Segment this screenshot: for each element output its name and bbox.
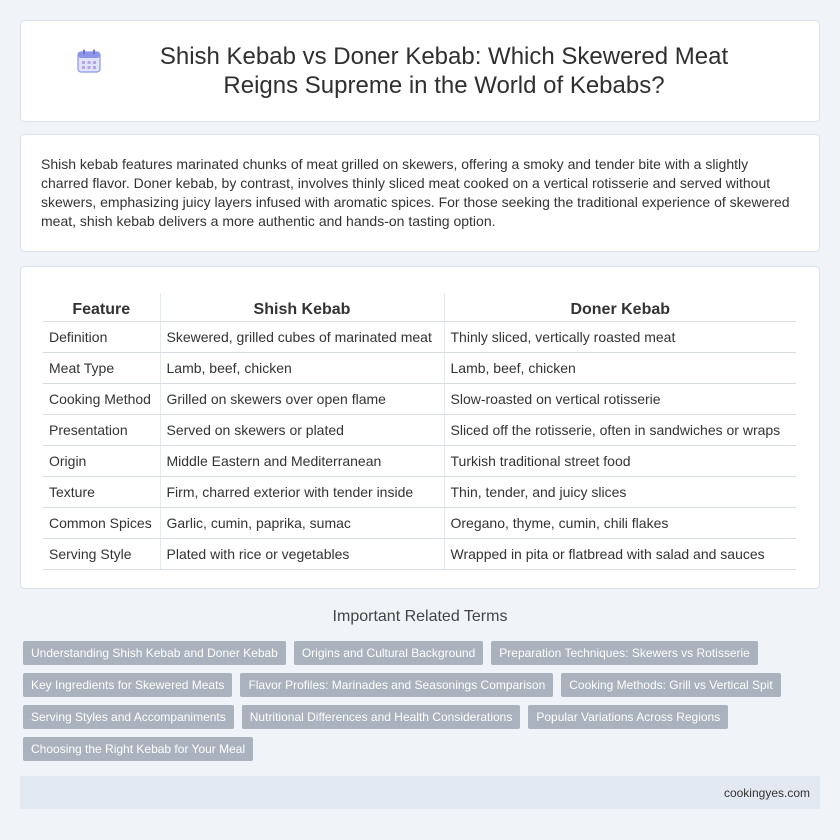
row-shish-value: Served on skewers or plated: [160, 414, 444, 445]
page-title: Shish Kebab vs Doner Kebab: Which Skewered Meat Reigns Supreme in the World of Kebabs?: [159, 43, 729, 99]
related-term-tag[interactable]: Understanding Shish Kebab and Doner Kebab: [23, 641, 286, 665]
row-feature: Common Spices: [43, 507, 160, 538]
intro-text: Shish kebab features marinated chunks of meat grilled on skewers, offering a smoky and tender bite with a slightly charred flavor. Doner kebab, by contrast, involves thinly sliced meat cooked on a vertical rotisserie and served without skewers, emphasizing juicy layers infused with aromatic spices. For those seeking the traditional experience of skewered meat, shish kebab delivers a more authentic and hands-on tasting option.: [41, 156, 790, 229]
comparison-card: [20, 266, 820, 589]
table-row: [43, 476, 796, 507]
related-term-tag[interactable]: Flavor Profiles: Marinades and Seasonings Comparison: [240, 673, 553, 697]
related-terms-list: [23, 641, 803, 761]
related-terms-title: Important Related Terms: [332, 608, 508, 625]
table-row: [43, 352, 796, 383]
row-feature: Serving Style: [43, 538, 160, 569]
row-doner-value: Lamb, beef, chicken: [444, 352, 796, 383]
table-row: [43, 507, 796, 538]
row-feature: Presentation: [43, 414, 160, 445]
row-doner-value: Oregano, thyme, cumin, chili flakes: [444, 507, 796, 538]
comparison-table: [43, 293, 796, 570]
row-feature: Definition: [43, 321, 160, 352]
row-shish-value: Garlic, cumin, paprika, sumac: [160, 507, 444, 538]
related-term-tag[interactable]: Cooking Methods: Grill vs Vertical Spit: [561, 673, 780, 697]
intro-card: [20, 134, 820, 252]
table-row: [43, 321, 796, 352]
row-shish-value: Middle Eastern and Mediterranean: [160, 445, 444, 476]
table-row: [43, 445, 796, 476]
row-doner-value: Sliced off the rotisserie, often in sandwiches or wraps: [444, 414, 796, 445]
footer-site-link[interactable]: cookingyes.com: [723, 785, 810, 800]
row-shish-value: Lamb, beef, chicken: [160, 352, 444, 383]
related-term-tag[interactable]: Nutritional Differences and Health Considerations: [242, 705, 521, 729]
row-feature: Meat Type: [43, 352, 160, 383]
table-header-row: [43, 293, 796, 321]
row-shish-value: Skewered, grilled cubes of marinated meat: [160, 321, 444, 352]
row-doner-value: Thin, tender, and juicy slices: [444, 476, 796, 507]
row-doner-value: Wrapped in pita or flatbread with salad and sauces: [444, 538, 796, 569]
related-term-tag[interactable]: Choosing the Right Kebab for Your Meal: [23, 737, 253, 761]
calendar-icon: [76, 48, 102, 74]
table-row: [43, 383, 796, 414]
row-feature: Origin: [43, 445, 160, 476]
related-term-tag[interactable]: Popular Variations Across Regions: [528, 705, 728, 729]
table-row: [43, 414, 796, 445]
row-feature: Cooking Method: [43, 383, 160, 414]
related-term-tag[interactable]: Preparation Techniques: Skewers vs Rotisserie: [491, 641, 758, 665]
title-card: [20, 20, 820, 122]
row-doner-value: Thinly sliced, vertically roasted meat: [444, 321, 796, 352]
table-row: [43, 538, 796, 569]
row-doner-value: Slow-roasted on vertical rotisserie: [444, 383, 796, 414]
row-shish-value: Firm, charred exterior with tender inside: [160, 476, 444, 507]
related-term-tag[interactable]: Key Ingredients for Skewered Meats: [23, 673, 232, 697]
row-shish-value: Grilled on skewers over open flame: [160, 383, 444, 414]
header-doner-kebab: Doner Kebab: [444, 293, 796, 321]
header-shish-kebab: Shish Kebab: [160, 293, 444, 321]
related-term-tag[interactable]: Origins and Cultural Background: [294, 641, 483, 665]
row-feature: Texture: [43, 476, 160, 507]
row-doner-value: Turkish traditional street food: [444, 445, 796, 476]
row-shish-value: Plated with rice or vegetables: [160, 538, 444, 569]
footer: [20, 776, 820, 809]
related-term-tag[interactable]: Serving Styles and Accompaniments: [23, 705, 234, 729]
header-feature: Feature: [43, 293, 160, 321]
